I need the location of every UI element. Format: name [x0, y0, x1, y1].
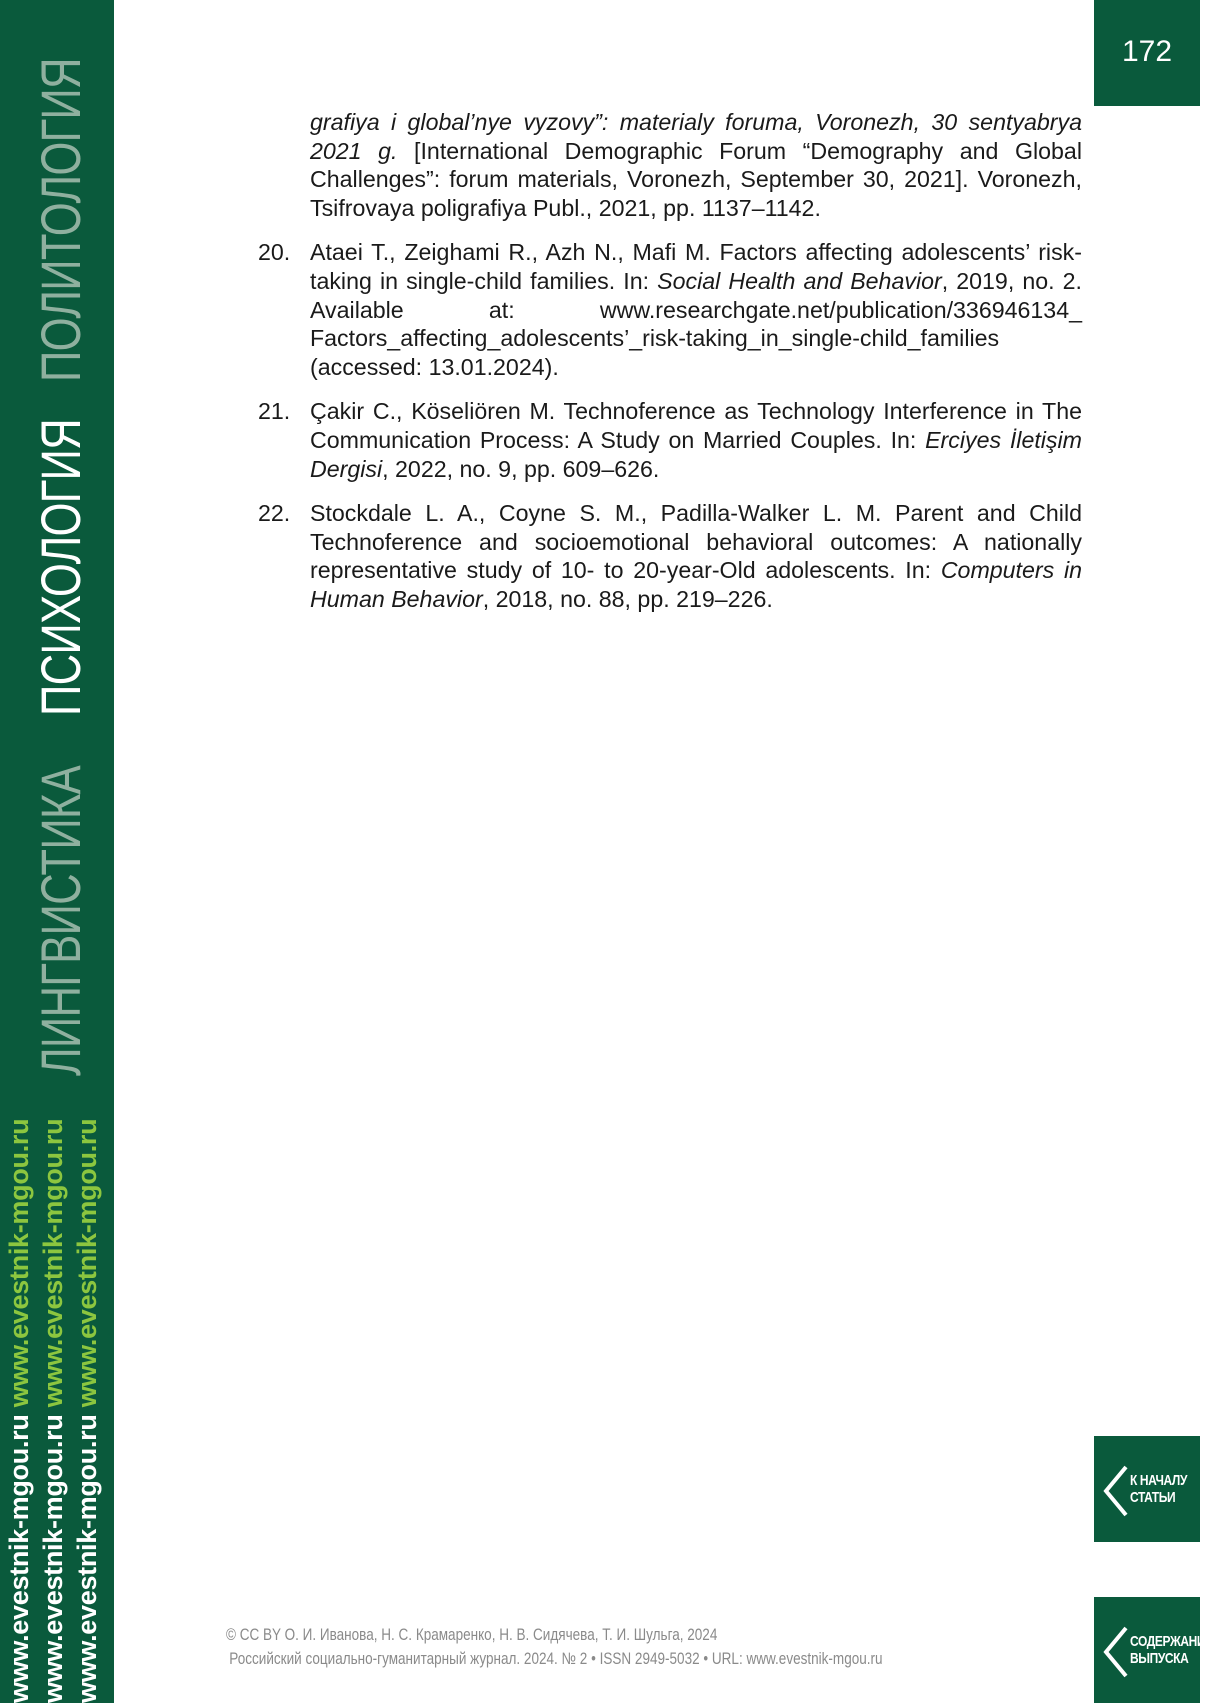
reference-segment: , 2022, no. 9, pp. 609–626.	[382, 455, 660, 482]
reference-text	[310, 397, 1082, 483]
reference-text	[310, 238, 1082, 381]
chevron-left-icon	[1102, 1463, 1132, 1519]
footer-copyright: © CC BY О. И. Иванова, Н. С. Крамаренко, Н. В. Сидячева, Т. И. Шульга, 2024	[226, 1626, 718, 1644]
reference-number: 20.	[258, 239, 291, 266]
sidebar-url-row-1	[4, 1119, 35, 1703]
to-article-start-button[interactable]	[1094, 1436, 1200, 1542]
sidebar-url[interactable]: www.evestnik-mgou.ru	[4, 1414, 34, 1703]
rubric-linguistics: ЛИНГВИСТИКА	[29, 766, 92, 1076]
chevron-left-icon	[1102, 1624, 1132, 1680]
reference-segment: , 2018, no. 88, pp. 219–226.	[482, 585, 773, 612]
sidebar-url[interactable]: www.evestnik-mgou.ru	[38, 1414, 68, 1703]
reference-number: 22.	[258, 500, 291, 527]
reference-title-italic: Social Health and Behavior	[657, 267, 942, 294]
reference-segment: Ataei T., Zeighami R., Azh N., Mafi M. Factors affecting adolescents’ risk-taking in single-child families. In:	[310, 239, 1082, 294]
reference-title-italic: Erciyes İletişim Dergisi	[310, 426, 1082, 482]
reference-item	[256, 499, 1082, 613]
sidebar-url[interactable]: www.evestnik-mgou.ru	[72, 1414, 102, 1703]
sidebar	[0, 0, 114, 1703]
sidebar-url-row-2	[38, 1119, 69, 1703]
reference-text	[310, 108, 1082, 222]
to-contents-button[interactable]	[1094, 1597, 1213, 1703]
reference-title-italic: grafiya i global’nye vyzovy”: materialy foruma, Voronezh, 30 sentyabrya 2021 g.	[310, 109, 1082, 164]
page-number: 172	[1094, 0, 1200, 106]
to-article-start-label: К НАЧАЛУ СТАТЬИ	[1130, 1472, 1188, 1506]
reference-list	[256, 108, 1082, 630]
reference-item	[256, 397, 1082, 483]
rubric-politology: ПОЛИТОЛОГИЯ	[29, 58, 92, 382]
sidebar-url-row-3	[72, 1119, 103, 1703]
footer-journal: Российский социально-гуманитарный журнал. 2024. № 2 • ISSN 2949-5032 • URL: www.evestnik-mgou.ru	[229, 1650, 883, 1668]
reference-segment: , 2019, no. 2. Available at: www.researchgate.net/publication/336946134_ Factors_affecting_adolescents’_risk-taking_in_single-child_families (accessed: 13.01.2024).	[310, 267, 1082, 380]
sidebar-url[interactable]: www.evestnik-mgou.ru	[72, 1118, 102, 1408]
reference-segment: Stockdale L. A., Coyne S. M., Padilla-Walker L. M. Parent and Child Technoference and socioemotional behavioral outcomes: A nationally representative study of 10- to 20-year-Old adolescents. In:	[310, 500, 1082, 584]
rubric-psychology: ПСИХОЛОГИЯ	[29, 419, 92, 716]
reference-segment: [International Demographic Forum “Demography and Global Challenges”: forum materials, Voronezh, September 30, 2021]. Voronezh, Tsifrovaya poligrafiya Publ., 2021, pp. 1137–1142.	[310, 137, 1082, 221]
footer	[226, 1623, 883, 1671]
sidebar-url[interactable]: www.evestnik-mgou.ru	[4, 1118, 34, 1408]
to-contents-label: СОДЕРЖАНИЕ ВЫПУСКА	[1130, 1633, 1213, 1667]
reference-title-italic: Computers in Human Behavior	[310, 557, 1082, 612]
sidebar-url[interactable]: www.evestnik-mgou.ru	[38, 1118, 68, 1408]
reference-segment: Çakir C., Köseliören M. Technoference as Technology Interference in The Communication Process: A Study on Married Couples. In:	[310, 398, 1082, 453]
reference-item	[256, 238, 1082, 381]
reference-number: 21.	[258, 398, 291, 425]
reference-text	[310, 499, 1082, 613]
reference-item	[256, 108, 1082, 222]
